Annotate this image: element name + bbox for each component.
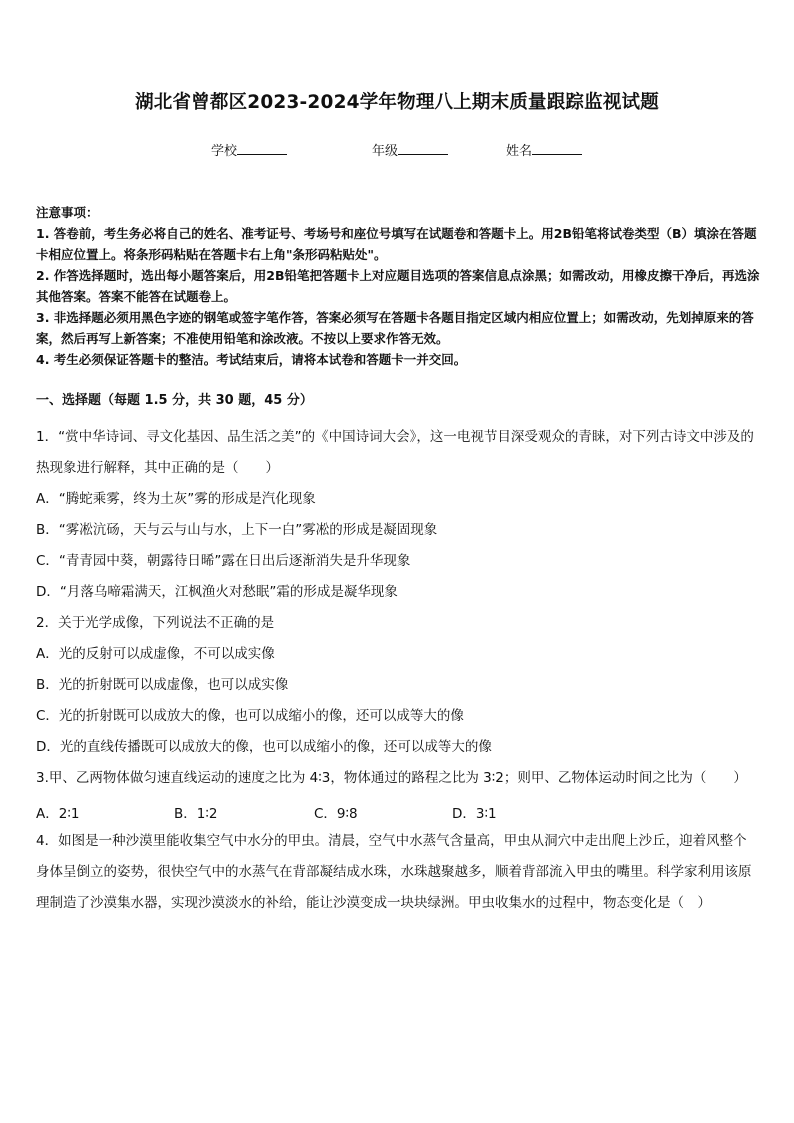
- option-d: D．光的直线传播既可以成放大的像，也可以成缩小的像，还可以成等大的像: [36, 739, 492, 755]
- question-stem: 1．“赏中华诗词、寻文化基因、品生活之美”的《中国诗词大会》，这一电视节目深受观众的青睐，对下列古诗文中涉及的热现象进行解释，其中正确的是（ ）: [36, 429, 754, 476]
- question-3: [36, 763, 760, 794]
- name-blank: [532, 142, 582, 155]
- option-b: B．“雾凇沆砀，天与云与山与水，上下一白”雾凇的形成是凝固现象: [36, 522, 438, 538]
- option-d: D．“月落乌啼霜满天，江枫渔火对愁眠”霜的形成是凝华现象: [36, 584, 398, 600]
- grade-blank: [398, 142, 448, 155]
- note-item: 2. 作答选择题时，选出每小题答案后，用2B铅笔把答题卡上对应题目选项的答案信息点涂黑；如需改动，用橡皮擦干净后，再选涂其他答案。答案不能答在试题卷上。: [36, 268, 760, 304]
- option-c: C．9∶8: [314, 806, 358, 822]
- question-4: [36, 826, 760, 919]
- grade-label: 年级: [372, 144, 399, 159]
- name-label: 姓名: [506, 144, 533, 159]
- school-label: 学校: [211, 144, 238, 159]
- question-stem: 3.甲、乙两物体做匀速直线运动的速度之比为 4∶3，物体通过的路程之比为 3∶2；则甲、乙物体运动时间之比为（ ）: [36, 770, 747, 786]
- option-a: A．2∶1: [36, 806, 80, 822]
- option-c: C．“青青园中葵，朝露待日晞”露在日出后逐渐消失是升华现象: [36, 553, 411, 569]
- note-item: 3. 非选择题必须用黑色字迹的钢笔或签字笔作答，答案必须写在答题卡各题目指定区域内相应位置上；如需改动，先划掉原来的答案，然后再写上新答案；不准使用铅笔和涂改液。不按以上要求作答无效。: [36, 310, 754, 346]
- grade-field: [372, 140, 448, 159]
- option-d: D．3∶1: [452, 806, 497, 822]
- notes-heading: 注意事项：: [36, 205, 99, 220]
- school-field: [211, 140, 287, 159]
- note-item: 4. 考生必须保证答题卡的整洁。考试结束后，请将本试卷和答题卡一并交回。: [36, 352, 467, 367]
- section-title: 一、选择题（每题 1.5 分，共 30 题，45 分）: [36, 393, 313, 408]
- question-1: [36, 422, 760, 608]
- school-blank: [237, 142, 287, 155]
- option-a: A．“腾蛇乘雾，终为土灰”雾的形成是汽化现象: [36, 491, 316, 507]
- question-stem: 2．关于光学成像，下列说法不正确的是: [36, 615, 275, 631]
- question-stem: 4．如图是一种沙漠里能收集空气中水分的甲虫。清晨，空气中水蒸气含量高，甲虫从洞穴中走出爬上沙丘，迎着风整个身体呈倒立的姿势，很快空气中的水蒸气在背部凝结成水珠，水珠越聚越多，顺着背部流入甲虫的嘴里。科学家利用该原理制造了沙漠集水器，实现沙漠淡水的补给，能让沙漠变成一块块绿洲。甲虫收集水的过程中，物态变化是（ ）: [36, 833, 752, 911]
- exam-title: 湖北省曾都区2023-2024学年物理八上期末质量跟踪监视试题: [135, 92, 659, 113]
- question-2: [36, 608, 760, 763]
- option-b: B．1∶2: [174, 806, 218, 822]
- exam-notes: [36, 202, 762, 370]
- note-item: 1. 答卷前，考生务必将自己的姓名、准考证号、考场号和座位号填写在试题卷和答题卡上。用2B铅笔将试卷类型（B）填涂在答题卡相应位置上。将条形码粘贴在答题卡右上角"条形码粘贴处"。: [36, 226, 757, 262]
- option-c: C．光的折射既可以成放大的像，也可以成缩小的像，还可以成等大的像: [36, 708, 464, 724]
- option-a: A．光的反射可以成虚像，不可以成实像: [36, 646, 275, 662]
- name-field: [506, 140, 582, 159]
- option-b: B．光的折射既可以成虚像，也可以成实像: [36, 677, 289, 693]
